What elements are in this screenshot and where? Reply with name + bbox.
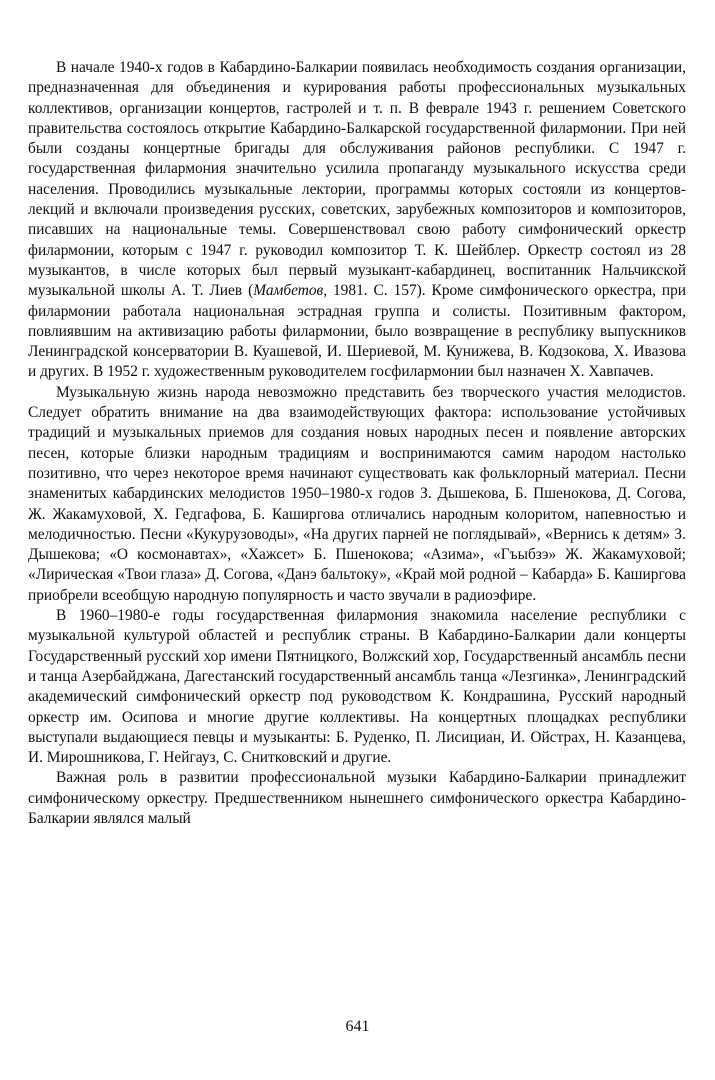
paragraph-2: Музыкальную жизнь народа невозможно представить без творческого участия мелодистов. Следует обратить внимание на два взаимодействующих фактора: использование устойчивых традиций и музыкальных приемов для создания новых народных песен и появление авторских песен, которые близки народным традициям и воспринимаются самим народом настолько позитивно, что через некоторое время начинают существовать как фольклорный материал. Песни знаменитых кабардинских мелодистов 1950–1980-х годов З. Дышекова, Б. Пшенокова, Д. Согова, Ж. Жакамуховой, Х. Гедгафова, Б. Каширгова отличались народным колоритом, напевностью и мелодичностью. Песни «Кукурузоводы», «На других парней не поглядывай», «Вернись к детям» З. Дышекова; «О космонавтах», «Хажсет» Б. Пшенокова; «Азима», «Гъыбзэ» Ж. Жакамуховой; «Лирическая «Твои глаза» Д. Согова, «Данэ бальтоку», «Край мой родной – Кабарда» Б. Каширгова приобрели всеобщую народную популярность и часто звучали в радиоэфире.: [28, 383, 686, 604]
paragraph-1-continued: работала национальная эстрадная группа и солисты. Позитивным фактором, повлиявшим на активизацию работы филармонии, было возвращение в республику выпускников Ленинградской консерватории В. Куашевой, И. Шериевой, М. Кунижева, В. Кодзокова, Х. Ивазова и других. В 1952 г. художественным руководителем госфилармонии был назначен Х. Хавпачев.: [28, 302, 686, 381]
citation-rest: , 1981. С. 157). Кроме симфонического оркестра, при филармонии: [28, 282, 687, 320]
citation-author: Мамбетов: [253, 282, 324, 300]
document-page: [28, 58, 686, 829]
paragraph-4: Важная роль в развитии профессиональной музыки Кабардино-Балкарии принадлежит симфоническому оркестру. Предшественником нынешнего симфонического оркестра Кабардино-Балкарии являлся малый: [28, 769, 686, 827]
paragraph-1: В начале 1940-х годов в Кабардино-Балкарии появилась необходимость создания организации, предназначенная для объединения и курирования работы профессиональных музыкальных коллективов, организации концертов, гастролей и т. п. В феврале 1943 г. решением Советского правительства состоялось открытие Кабардино-Балкарской государственной филармонии. При ней были созданы концертные бригады для обслуживания районов республики. С 1947 г. государственная филармония значительно усилила пропаганду музыкального искусства среди населения. Проводились музыкальные лектории, программы которых состояли из концертов-лекций и включали произведения русских, советских, зарубежных композиторов и композиторов, писавших на национальные темы. Совершенствовал свою работу симфонический оркестр филармонии, которым с 1947 г. руководил композитор Т. К. Шейблер. Оркестр состоял из 28 музыкантов, в числе которых был первый музыкант-кабардинец, воспитанник Нальчикской музыкальной школы А. Т. Лиев (Мамбетов, 1981. С. 157). Кроме симфонического оркестра, при филармонии работала национальная эстрадная группа и солисты. Позитивным фактором, повлиявшим на активизацию работы филармонии, было возвращение в республику выпускников Ленинградской консерватории В. Куашевой, И. Шериевой, М. Кунижева, В. Кодзокова, Х. Ивазова и других. В 1952 г. художественным руководителем госфилармонии был назначен Х. Хавпачев.: [28, 59, 687, 381]
paragraph-1-text: В начале 1940-х годов в Кабардино-Балкарии появилась необходимость создания организации, предназначенная для объединения и курирования работы профессиональных музыкальных коллективов, организации концертов, гастролей и т. п. В феврале 1943 г. решением Советского правительства состоялось открытие Кабардино-Балкарской государственной филармонии. При ней были созданы концертные бригады для обслуживания районов республики. С 1947 г. государственная филармония значительно усилила пропаганду музыкального искусства среди населения. Проводились музыкальные лектории, программы которых состояли из концертов-лекций и включали произведения русских, советских, зарубежных композиторов и композиторов, писавших на национальные темы. Совершенствовал свою работу симфонический оркестр филармонии, которым с 1947 г. руководил композитор Т. К. Шейблер. Оркестр состоял из 28 музыкантов, в числе которых был первый музыкант-кабардинец, воспитанник Нальчикской музыкальной школы А. Т. Лиев: [28, 59, 686, 300]
paragraph-3: В 1960–1980-е годы государственная филармония знакомила население республики с музыкальной культурой областей и республик страны. В Кабардино-Балкарии дали концерты Государственный русский хор имени Пятницкого, Волжский хор, Государственный ансамбль песни и танца Азербайджана, Дагестанский государственный ансамбль танца «Лезгинка», Ленинградский академический симфонический оркестр под руководством К. Кондрашина, Русский народный оркестр им. Осипова и многие другие коллективы. На концертных площадках республики выступали выдающиеся певцы и музыканты: Б. Руденко, П. Лисициан, И. Ойстрах, Н. Казанцева, И. Мирошникова, Г. Нейгауз, С. Снитковский и другие.: [28, 607, 686, 767]
page-number: 641: [345, 1018, 370, 1035]
